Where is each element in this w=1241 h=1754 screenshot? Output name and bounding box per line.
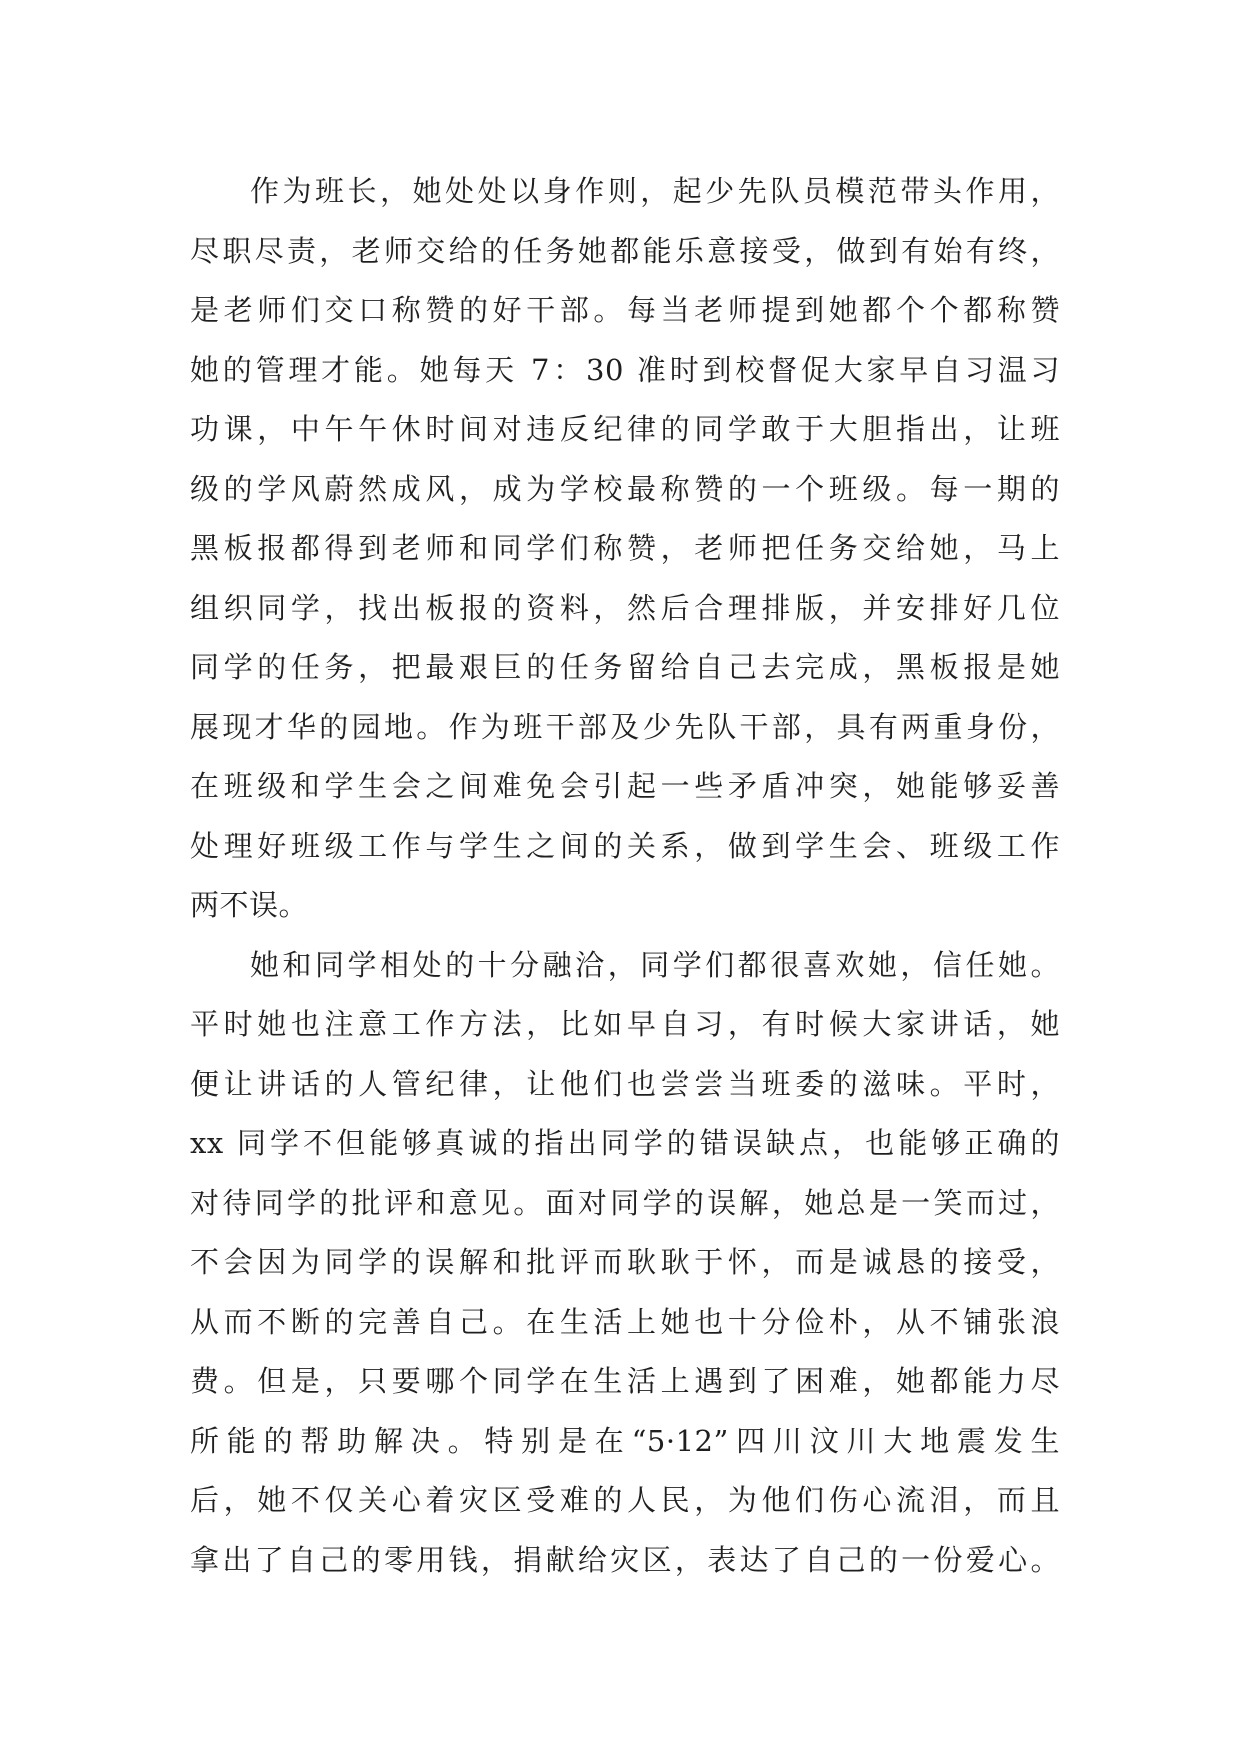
text-line: xx 同学不但能够真诚的指出同学的错误缺点，也能够正确的 [190,1126,1060,1160]
text-line: 同学的任务，把最艰巨的任务留给自己去完成，黑板报是她 [190,650,1060,684]
text-line: 她和同学相处的十分融洽，同学们都很喜欢她，信任她。 [250,947,1060,982]
text-line: 黑板报都得到老师和同学们称赞，老师把任务交给她，马上 [190,531,1060,565]
text-line: 拿出了自己的零用钱，捐献给灾区，表达了自己的一份爱心。 [190,1542,1060,1577]
text-line: 两不误。 [190,888,309,922]
text-line: 是老师们交口称赞的好干部。每当老师提到她都个个都称赞 [190,293,1060,327]
text-line: 尽职尽责，老师交给的任务她都能乐意接受，做到有始有终， [190,233,1060,268]
text-line: 组织同学，找出板报的资料，然后合理排版，并安排好几位 [190,590,1060,625]
paragraph-1 [190,162,1060,936]
text-line: 后，她不仅关心着灾区受难的人民，为他们伤心流泪，而且 [190,1483,1060,1517]
text-line: 处理好班级工作与学生之间的关系，做到学生会、班级工作 [190,828,1060,863]
text-line: 平时她也注意工作方法，比如早自习，有时候大家讲话，她 [190,1007,1060,1041]
text-line: 她的管理才能。她每天 7：30 准时到校督促大家早自习温习 [190,352,1060,387]
text-line: 费。但是，只要哪个同学在生活上遇到了困难，她都能力尽 [190,1364,1060,1398]
text-line: 作为班长，她处处以身作则，起少先队员模范带头作用， [250,174,1060,208]
paragraph-2 [190,936,1060,1591]
text-line: 对待同学的批评和意见。面对同学的误解，她总是一笑而过， [190,1185,1060,1220]
text-line: 便让讲话的人管纪律，让他们也尝尝当班委的滋味。平时， [190,1066,1060,1101]
text-line: 所能的帮助解决。特别是在“5·12”四川汶川大地震发生 [190,1423,1060,1458]
text-line: 在班级和学生会之间难免会引起一些矛盾冲突，她能够妥善 [190,769,1060,803]
text-line: 级的学风蔚然成风，成为学校最称赞的一个班级。每一期的 [190,471,1060,506]
body-text [190,162,1060,1590]
text-line: 从而不断的完善自己。在生活上她也十分俭朴，从不铺张浪 [190,1304,1060,1339]
text-line: 展现才华的园地。作为班干部及少先队干部，具有两重身份， [190,709,1060,744]
text-line: 不会因为同学的误解和批评而耿耿于怀，而是诚恳的接受， [190,1245,1060,1279]
text-line: 功课，中午午休时间对违反纪律的同学敢于大胆指出，让班 [190,412,1060,446]
